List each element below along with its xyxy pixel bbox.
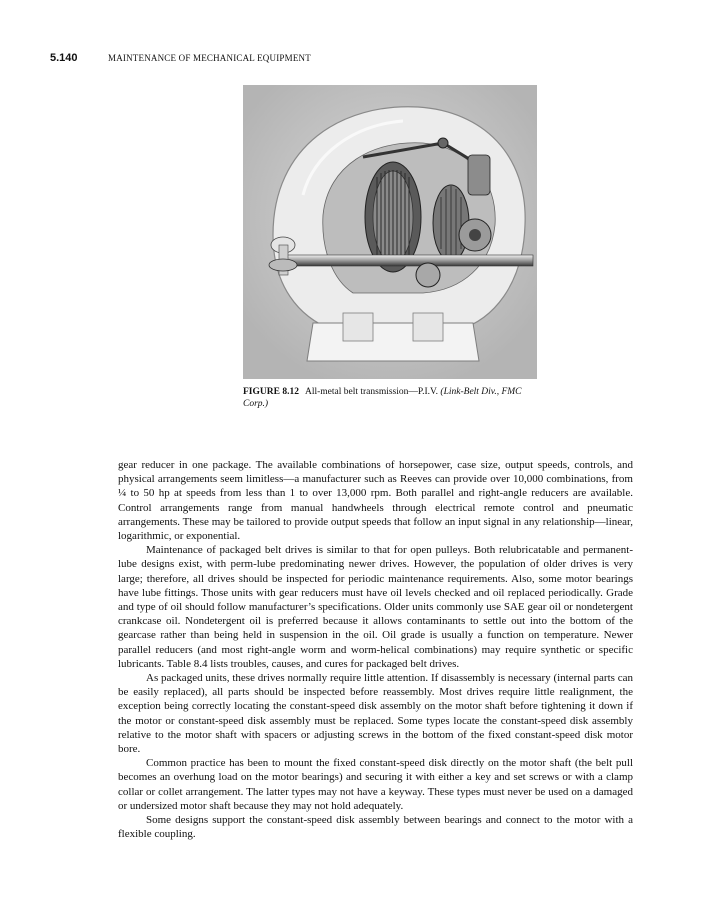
figure-caption bbox=[243, 386, 543, 410]
page-header bbox=[50, 52, 670, 68]
figure-label: FIGURE 8.12 bbox=[243, 387, 299, 397]
figure-credit: (Link-Belt Div., FMC Corp.) bbox=[243, 387, 522, 409]
figure-image bbox=[243, 85, 537, 379]
paragraph: Common practice has been to mount the fixed constant-speed disk directly on the motor shaft (the belt pull becomes an overhung load on the motor bearings) and securing it with either a key and set screws or with a clamp collar or collet arrangement. The latter types may not have a keyway. These types must never be used on a damaged or undersized motor shaft because they may not hold adequately. bbox=[118, 757, 633, 812]
paragraph: gear reducer in one package. The available combinations of horsepower, case size, output speeds, controls, and physical arrangements seem limitless—a manufacturer such as Reeves can provide over 10,000 combinations, from ¼ to 50 hp at speeds from less than 1 to over 13,000 rpm. Both parallel and right-angle reducers are available. Control arrangements range from manual handwheels through electrical remote control and pneumatic arrangements. These may be tailored to provide output speeds that follow an input signal in any relationship—linear, logarithmic, or exponential. bbox=[118, 459, 633, 543]
page-number: 5.140 bbox=[50, 52, 78, 64]
paragraph: As packaged units, these drives normally require little attention. If disassembly is necessary (internal parts can be easily replaced), all parts should be inspected before reassembly. Most drives require little realignment, the exception being correctly locating the constant-speed disk assembly on the motor shaft before tightening it down if the motor or constant-speed disk assembly must be replaced. Some types locate the constant-speed disk assembly relative to the motor shaft with spacers or adjusting screws in the bottom of the fixed constant-speed disk motor bore. bbox=[118, 672, 633, 756]
paragraph: Maintenance of packaged belt drives is similar to that for open pulleys. Both relubricatable and permanent-lube designs exist, with perm-lube predominating newer drives. However, the population of older drives is very large; therefore, all drives should be inspected for periodic maintenance requirements. Also, some motor bearings have lube fittings. Those units with gear reducers must have oil levels checked and oil replaced periodically. Grade and type of oil should follow manufacturer’s specifications. Older units commonly use SAE gear oil or nondetergent crankcase oil. Nondetergent oil is preferred because it allows contaminants to settle out into the bottom of the gearcase rather than being held in suspension in the oil. Oil grade is usually a function on temperature. Newer parallel reducers (and most right-angle worm and worm-helical combinations) may require synthetic or specific lubricants. Table 8.4 lists troubles, causes, and cures for packaged belt drives. bbox=[118, 544, 633, 670]
running-title: MAINTENANCE OF MECHANICAL EQUIPMENT bbox=[108, 53, 311, 63]
figure-caption-text: All-metal belt transmission—P.I.V. bbox=[304, 387, 439, 397]
body-text bbox=[118, 458, 633, 841]
belt-transmission-illustration bbox=[243, 85, 537, 379]
paragraph: Some designs support the constant-speed disk assembly between bearings and connect to the motor with a flexible coupling. bbox=[118, 814, 633, 841]
